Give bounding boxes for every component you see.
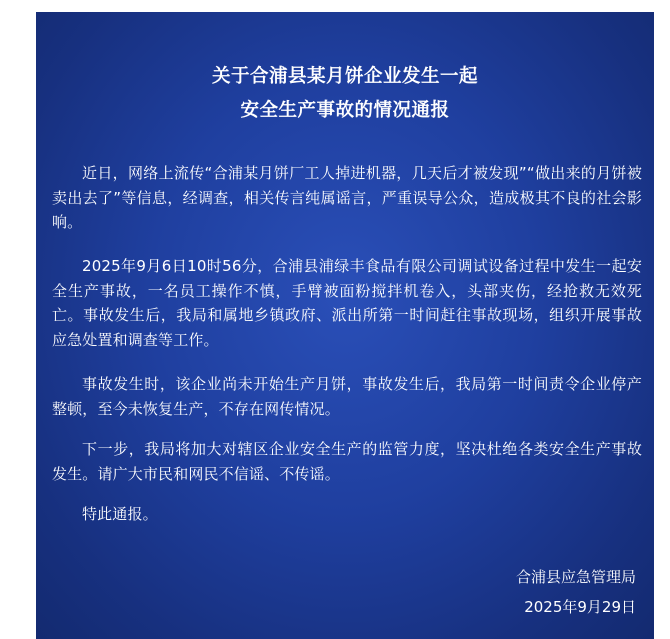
paragraph-accident-details: 2025年9月6日10时56分，合浦县浦绿丰食品有限公司调试设备过程中发生一起安全生产事故，一名员工操作不慎，手臂被面粉搅拌机卷入，头部夹伤，经抢救无效死亡。事故发生后，我局和属地乡镇政府、派出所第一时间赶往事故现场，组织开展事故应急处置和调查等工作。	[52, 257, 642, 349]
issuer-name: 合浦县应急管理局	[515, 568, 636, 586]
notice-title-line2: 安全生产事故的情况通报	[240, 100, 450, 121]
paragraph-closing: 特此通报。	[82, 505, 158, 523]
paragraph-production-status: 事故发生时，该企业尚未开始生产月饼，事故发生后，我局第一时间责令企业停产整顿，至今未恢复生产，不存在网传情况。	[52, 375, 642, 418]
paragraph-rumor: 近日，网络上流传“合浦某月饼厂工人掉进机器，几天后才被发现”“做出来的月饼被卖出去了”等信息，经调查，相关传言纯属谣言，严重误导公众，造成极其不良的社会影响。	[52, 164, 642, 231]
notice-title-line1: 关于合浦县某月饼企业发生一起	[211, 66, 478, 87]
notice-panel	[36, 12, 654, 639]
paragraph-next-steps: 下一步，我局将加大对辖区企业安全生产的监管力度，坚决杜绝各类安全生产事故发生。请广大市民和网民不信谣、不传谣。	[52, 440, 642, 483]
issue-date: 2025年9月29日	[524, 598, 636, 616]
